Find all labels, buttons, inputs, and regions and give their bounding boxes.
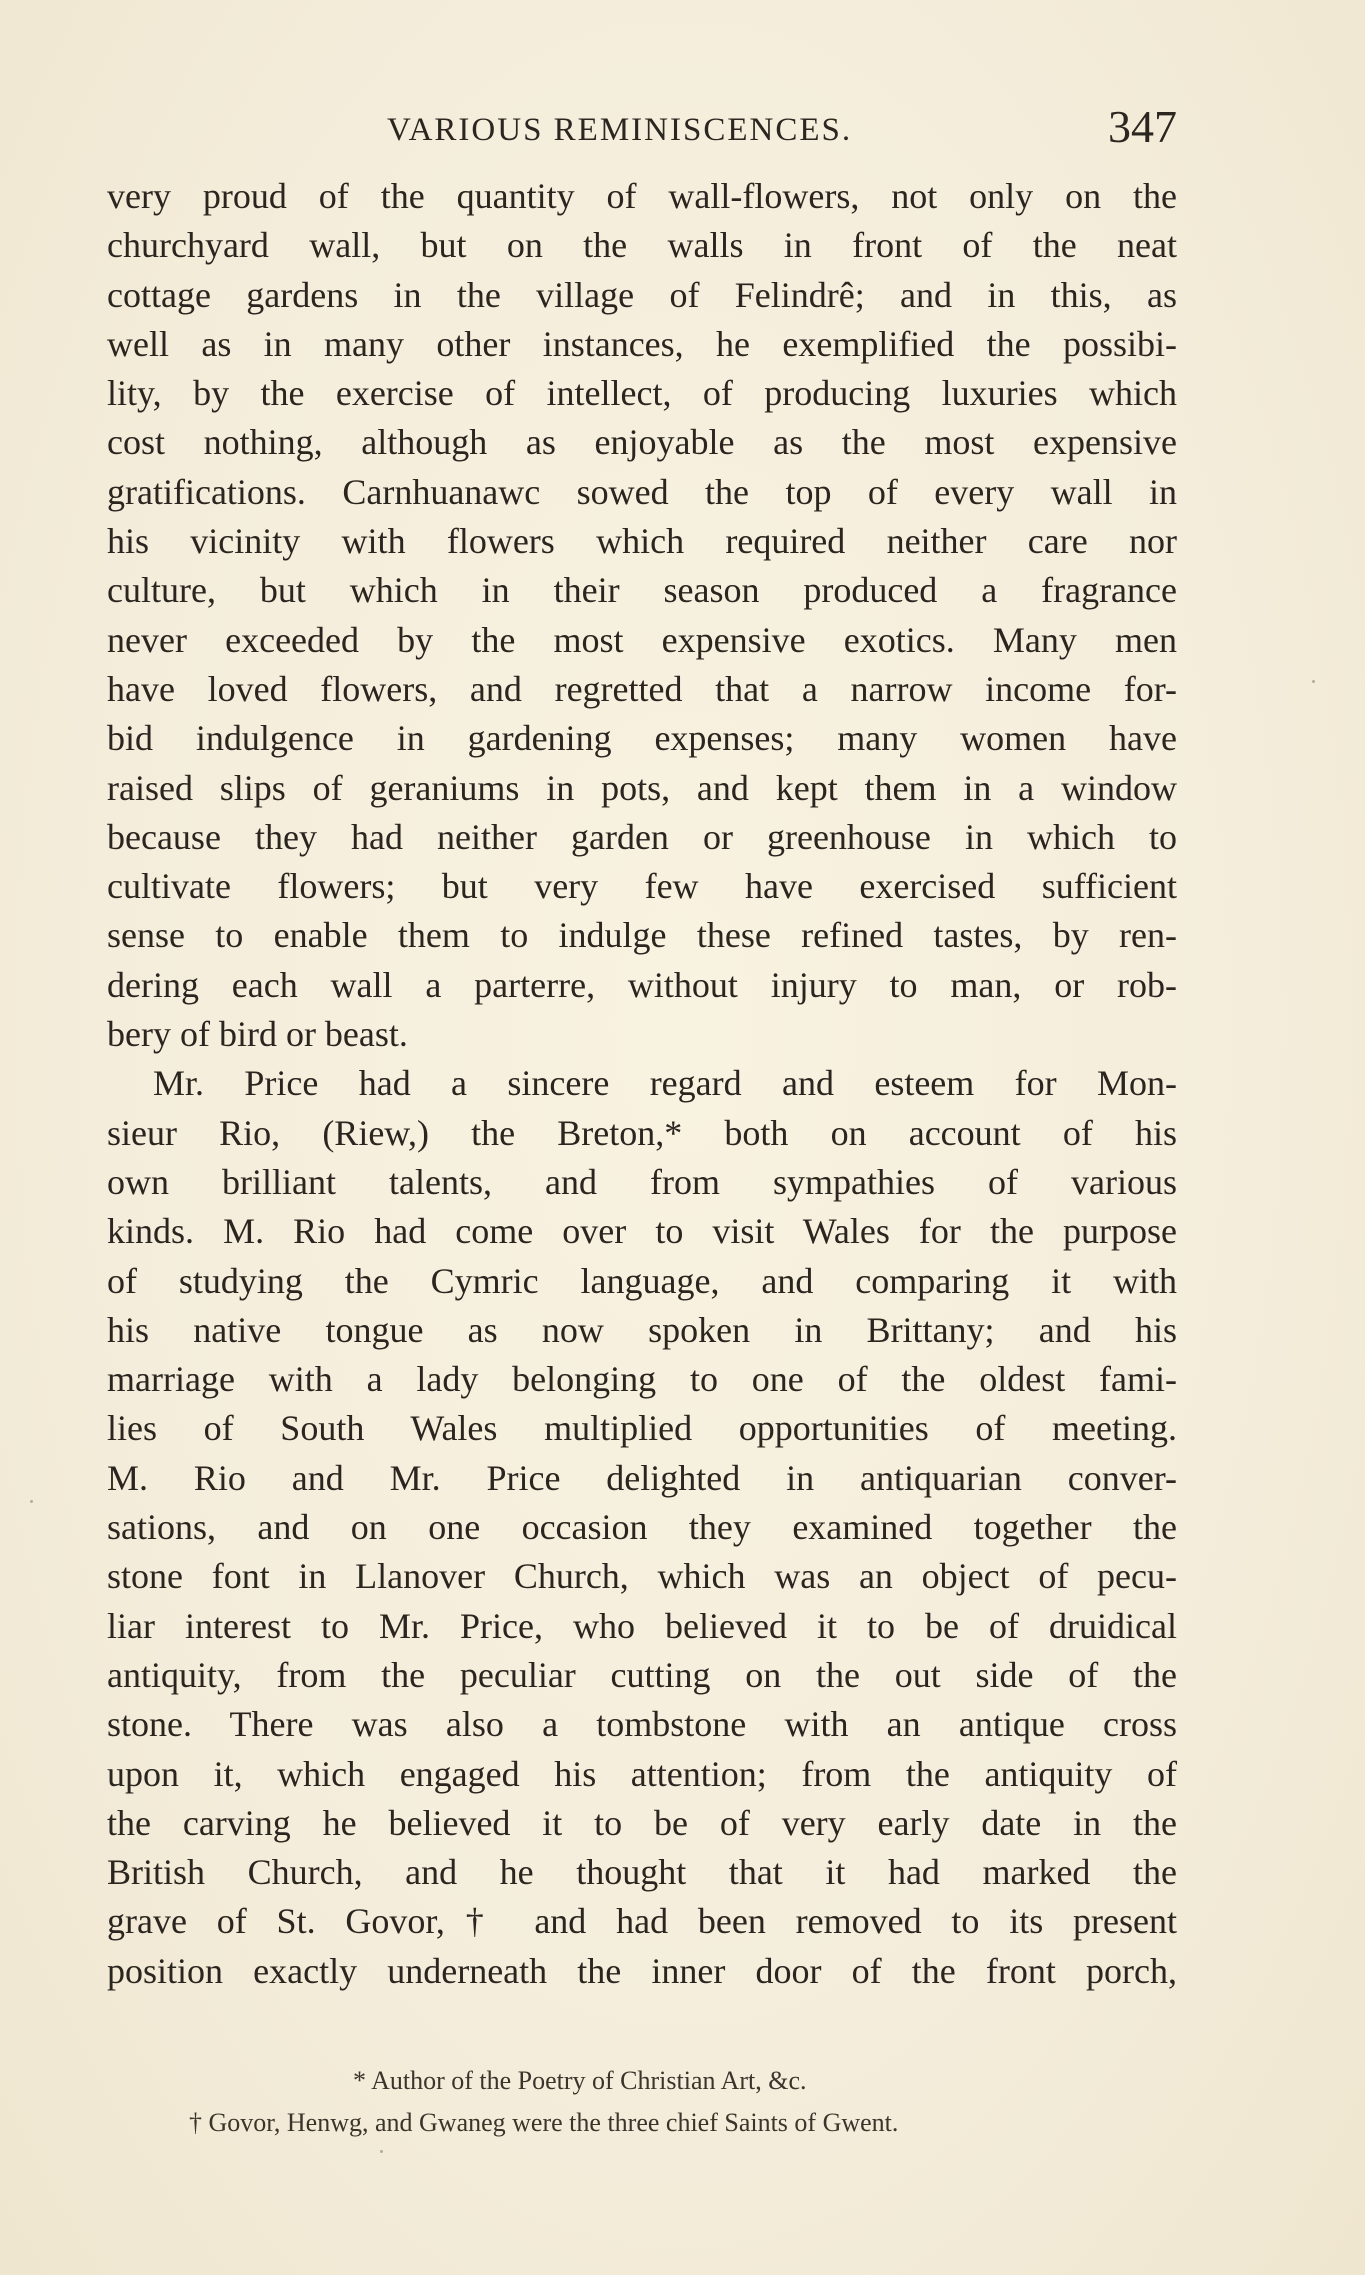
text-line: sense to enable them to indulge these refined tastes, by ren-: [107, 915, 1177, 956]
text-line: sations, and on one occasion they examined together the: [107, 1507, 1177, 1548]
running-title: VARIOUS REMINISCENCES.: [387, 112, 853, 148]
text-line: never exceeded by the most expensive exotics. Many men: [107, 619, 1177, 660]
text-line: kinds. M. Rio had come over to visit Wales for the purpose: [107, 1211, 1177, 1252]
text-line: of studying the Cymric language, and comparing it with: [107, 1260, 1177, 1301]
text-line: grave of St. Govor,† and had been removed to its present: [107, 1901, 1177, 1942]
paper-speck: [1312, 680, 1315, 683]
paper-speck: [380, 2150, 383, 2153]
text-line: antiquity, from the peculiar cutting on the out side of the: [107, 1654, 1177, 1695]
text-line: marriage with a lady belonging to one of the oldest fami-: [107, 1359, 1177, 1400]
text-line: the carving he believed it to be of very early date in the: [107, 1802, 1177, 1843]
text-line: well as in many other instances, he exemplified the possibi-: [107, 323, 1177, 364]
page-number: 347: [1108, 101, 1177, 152]
footnote-author: * Author of the Poetry of Christian Art, &c.: [353, 2066, 807, 2095]
text-line: gratifications. Carnhuanawc sowed the top of every wall in: [107, 471, 1177, 512]
text-line: his native tongue as now spoken in Brittany; and his: [107, 1309, 1177, 1350]
footnote-saints: † Govor, Henwg, and Gwaneg were the three chief Saints of Gwent.: [189, 2108, 899, 2137]
paragraph-end-line: bery of bird or beast.: [107, 1014, 408, 1055]
text-line: liar interest to Mr. Price, who believed it to be of druidical: [107, 1605, 1177, 1646]
paper-speck: [30, 1500, 33, 1503]
text-line: stone font in Llanover Church, which was an object of pecu-: [107, 1556, 1177, 1597]
footnotes: [107, 2060, 1177, 2144]
text-line: lity, by the exercise of intellect, of producing luxuries which: [107, 373, 1177, 414]
running-head: [107, 100, 1177, 160]
text-line: M. Rio and Mr. Price delighted in antiquarian conver-: [107, 1457, 1177, 1498]
text-line: because they had neither garden or greenhouse in which to: [107, 816, 1177, 857]
text-line: upon it, which engaged his attention; from the antiquity of: [107, 1753, 1177, 1794]
text-line: his vicinity with flowers which required neither care nor: [107, 521, 1177, 562]
text-line: cultivate flowers; but very few have exercised sufficient: [107, 866, 1177, 907]
text-line: culture, but which in their season produced a fragrance: [107, 570, 1177, 611]
text-line: own brilliant talents, and from sympathies of various: [107, 1161, 1177, 1202]
text-line: have loved flowers, and regretted that a narrow income for-: [107, 668, 1177, 709]
text-line: dering each wall a parterre, without injury to man, or rob-: [107, 964, 1177, 1005]
text-line: British Church, and he thought that it had marked the: [107, 1852, 1177, 1893]
text-line: position exactly underneath the inner door of the front porch,: [107, 1950, 1177, 1991]
text-line: sieur Rio, (Riew,) the Breton,* both on account of his: [107, 1112, 1177, 1153]
text-line: churchyard wall, but on the walls in front of the neat: [107, 225, 1177, 266]
text-line: bid indulgence in gardening expenses; many women have: [107, 718, 1177, 759]
text-line: very proud of the quantity of wall-flowers, not only on the: [107, 176, 1177, 216]
text-line: stone. There was also a tombstone with an antique cross: [107, 1704, 1177, 1745]
text-line: raised slips of geraniums in pots, and kept them in a window: [107, 767, 1177, 808]
text-line: cottage gardens in the village of Felindrê; and in this, as: [107, 274, 1177, 315]
text-line: cost nothing, although as enjoyable as the most expensive: [107, 422, 1177, 463]
paragraph-start-line: Mr. Price had a sincere regard and esteem for Mon-: [153, 1063, 1177, 1104]
text-line: lies of South Wales multiplied opportunities of meeting.: [107, 1408, 1177, 1449]
body-text: [107, 172, 1177, 1996]
